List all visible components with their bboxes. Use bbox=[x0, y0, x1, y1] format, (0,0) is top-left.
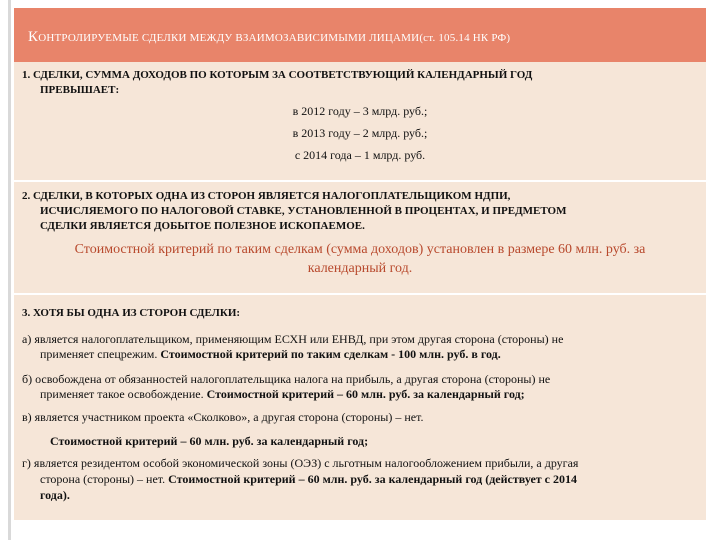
section3-item-g-line3 bbox=[40, 488, 70, 503]
title-bar bbox=[14, 8, 706, 65]
item-g-criterion: Стоимостной критерий – 60 млн. руб. за календарный год (действует с 2014 bbox=[168, 472, 577, 486]
section3-item-b-line1: б) освобождена от обязанностей налогоплательщика налога на прибыль, а другая сторона (стороны) не bbox=[22, 372, 551, 386]
section1-item-2013: в 2013 году – 2 млрд. руб.; bbox=[292, 126, 428, 140]
section-divider bbox=[14, 180, 706, 182]
section1-item-2012: в 2012 году – 3 млрд. руб.; bbox=[292, 104, 428, 118]
section3-item-b-line2 bbox=[40, 387, 525, 402]
section2-criterion-line1: Стоимостной критерий по таким сделкам (сумма доходов) установлен в размере 60 млн. руб. за bbox=[74, 242, 646, 257]
section3-heading: 3. ХОТЯ БЫ ОДНА ИЗ СТОРОН СДЕЛКИ: bbox=[22, 307, 241, 319]
section2-criterion-line2: календарный год. bbox=[307, 261, 413, 276]
item-b-criterion: Стоимостной критерий – 60 млн. руб. за календарный год; bbox=[206, 387, 525, 401]
section1-heading-line1: 1. СДЕЛКИ, СУММА ДОХОДОВ ПО КОТОРЫМ ЗА СООТВЕТСТВУЮЩИЙ КАЛЕНДАРНЫЙ ГОД bbox=[22, 69, 533, 81]
page-title bbox=[28, 29, 510, 46]
section2-heading-line2: ИСЧИСЛЯЕМОГО ПО НАЛОГОВОЙ СТАВКЕ, УСТАНОВЛЕННОЙ В ПРОЦЕНТАХ, И ПРЕДМЕТОМ bbox=[40, 205, 567, 217]
title-initial: К bbox=[28, 29, 39, 45]
item-b-text: применяет такое освобождение. bbox=[40, 387, 207, 401]
section3-item-v-line2 bbox=[50, 434, 368, 449]
section-divider bbox=[14, 293, 706, 295]
section1-heading-line2: ПРЕВЫШАЕТ: bbox=[40, 84, 120, 96]
item-a-criterion: Стоимостной критерий по таким сделкам - 100 млн. руб. в год. bbox=[160, 347, 501, 361]
section1-item-2014: с 2014 года – 1 млрд. руб. bbox=[294, 148, 426, 162]
section3-item-g-line1: г) является резидентом особой экономической зоны (ОЭЗ) с льготным налогообложением прибыли, а другая bbox=[22, 456, 579, 470]
section3-item-a-line2 bbox=[40, 347, 501, 362]
left-rule bbox=[8, 0, 11, 540]
title-reference: (ст. 105.14 НК РФ) bbox=[419, 32, 511, 44]
section3-item-g-line2 bbox=[40, 472, 577, 487]
item-g-criterion-end: года). bbox=[40, 488, 70, 502]
section3-item-a-line1: а) является налогоплательщиком, применяющим ЕСХН или ЕНВД, при этом другая сторона (стороны) не bbox=[22, 332, 564, 346]
title-main: ОНТРОЛИРУЕМЫЕ СДЕЛКИ МЕЖДУ ВЗАИМОЗАВИСИМЫМИ ЛИЦАМИ bbox=[38, 32, 420, 44]
item-a-text: применяет спецрежим. bbox=[40, 347, 161, 361]
item-v-criterion: Стоимостной критерий – 60 млн. руб. за календарный год; bbox=[50, 434, 369, 448]
section3-item-v-line1: в) является участником проекта «Сколково», а другая сторона (стороны) – нет. bbox=[22, 410, 424, 424]
section2-heading-line3: СДЕЛКИ ЯВЛЯЕТСЯ ДОБЫТОЕ ПОЛЕЗНОЕ ИСКОПАЕМОЕ. bbox=[40, 220, 365, 232]
item-g-text: сторона (стороны) – нет. bbox=[40, 472, 169, 486]
section2-heading-line1: 2. СДЕЛКИ, В КОТОРЫХ ОДНА ИЗ СТОРОН ЯВЛЯЕТСЯ НАЛОГОПЛАТЕЛЬЩИКОМ НДПИ, bbox=[22, 190, 511, 202]
